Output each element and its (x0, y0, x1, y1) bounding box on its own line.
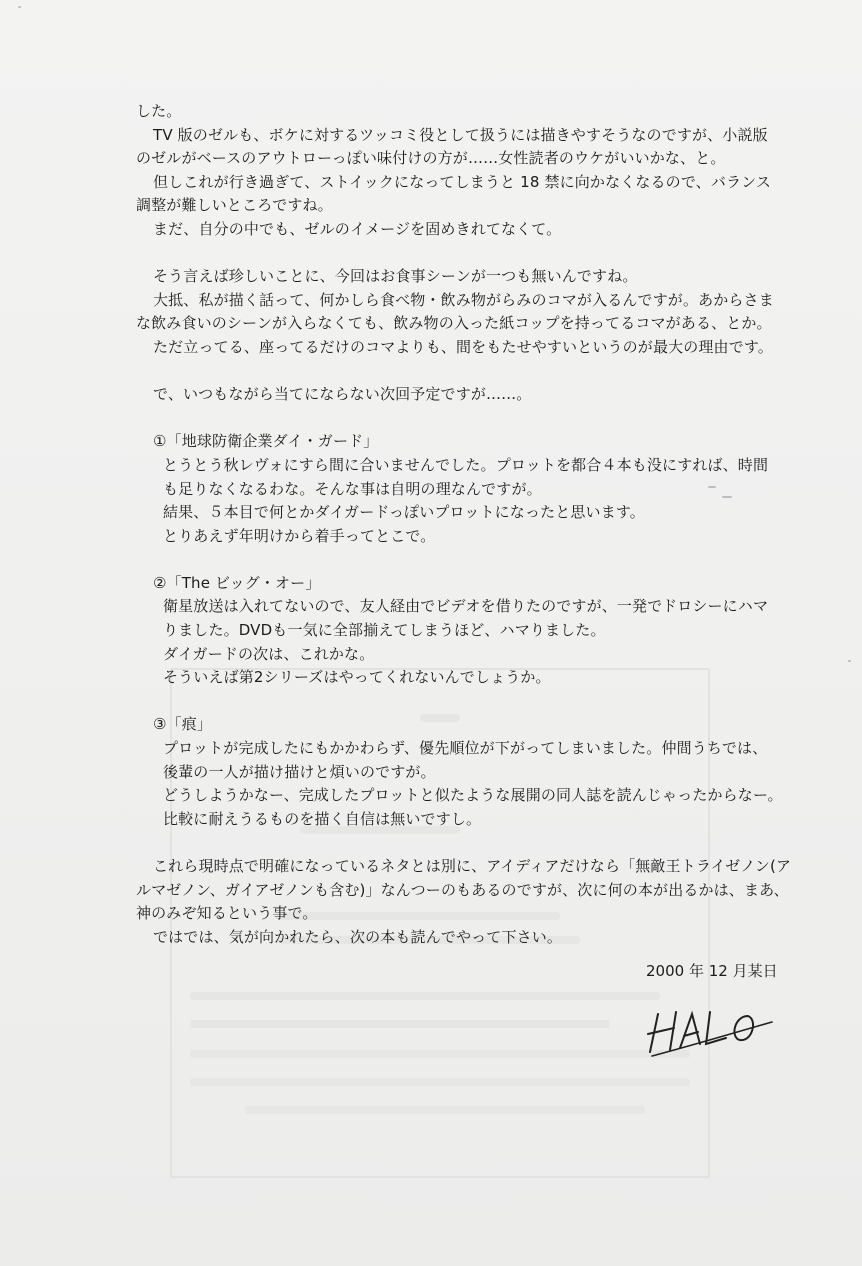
text-line: 衛星放送は入れてないので、友人経由でビデオを借りたのですが、一発でドロシーにハマ (163, 597, 769, 616)
text-line: これら現時点で明確になっているネタとは別に、アイディアだけなら「無敵王トライゼノン(ア (153, 857, 792, 875)
text-line: とうとう秋レヴォにすら間に合いませんでした。プロットを都合４本も没にすれば、時間 (163, 455, 769, 474)
show-through-line (190, 1020, 610, 1028)
text-line: とりあえず年明けから着手ってとこで。 (163, 526, 436, 545)
show-through-line (245, 1106, 645, 1114)
date-line: 2000 年 12 月某日 (646, 962, 778, 980)
text-line: プロットが完成したにもかかわらず、優先順位が下がってしまいました。仲間うちでは、 (163, 739, 768, 758)
text-line: ただ立ってる、座ってるだけのコマよりも、間をもたせやすいというのが最大の理由です。 (153, 337, 773, 356)
text-line: ルマゼノン、ガイアゼノンも含む)」なんつーのもあるのですが、次に何の本が出るかは、まあ、 (136, 880, 789, 899)
signature (640, 994, 780, 1064)
body-text (136, 100, 796, 949)
text-line: した。 (136, 102, 182, 120)
show-through-line (190, 1078, 690, 1086)
text-line: 後輩の一人が描け描けと煩いのですが。 (163, 762, 436, 781)
text-line: ではでは、気が向かれたら、次の本も読んでやって下さい。 (153, 927, 563, 946)
text-line: 但しこれが行き過ぎて、ストイックになってしまうと 18 禁に向かなくなるので、バランス (153, 172, 771, 191)
text-line: 結果、５本目で何とかダイガードっぽいプロットになったと思います。 (163, 503, 645, 522)
text-line: そう言えば珍しいことに、今回はお食事シーンが一つも無いんですね。 (153, 267, 638, 286)
text-line: も足りなくなるわな。そんな事は自明の理なんですが。 (163, 479, 542, 498)
paper-speck (848, 660, 851, 662)
text-line: のゼルがベースのアウトローっぽい味付けの方が……女性読者のウケがいいかな、と。 (136, 149, 726, 168)
section-heading-1: ①「地球防衛企業ダイ・ガード」 (153, 432, 379, 451)
text-line: TV 版のゼルも、ボケに対するツッコミ役として扱うには描きやすそうなのですが、小説版 (153, 125, 768, 144)
text-line: な飲み食いのシーンが入らなくても、飲み物の入った紙コップを持ってるコマがある、とか。 (136, 314, 772, 333)
text-line: そういえば第2シリーズはやってくれないんでしょうか。 (163, 668, 551, 687)
text-line: 神のみぞ知るという事で。 (136, 904, 318, 923)
text-line: で、いつもながら当てにならない次回予定ですが……。 (153, 385, 532, 404)
section-heading-2: ②「The ビッグ・オー」 (153, 573, 321, 592)
paper-speck (18, 6, 21, 8)
text-line: 比較に耐えうるものを描く自信は無いですし。 (163, 809, 482, 828)
text-line: どうしようかなー、完成したプロットと似たような展開の同人誌を読んじゃったからなー。 (163, 786, 783, 805)
text-line: 大抵、私が描く話って、何かしら食べ物・飲み物がらみのコマが入るんですが。あからさま (153, 290, 774, 309)
text-line: ダイガードの次は、これかな。 (163, 644, 375, 663)
show-through-line (190, 1050, 690, 1058)
show-through-line (190, 992, 660, 1000)
text-line: りました。DVDも一気に全部揃えてしまうほど、ハマりました。 (163, 621, 606, 640)
text-line: まだ、自分の中でも、ゼルのイメージを固めきれてなくて。 (153, 219, 562, 238)
section-heading-3: ③「痕」 (153, 715, 213, 734)
text-line: 調整が難しいところですね。 (136, 196, 333, 215)
